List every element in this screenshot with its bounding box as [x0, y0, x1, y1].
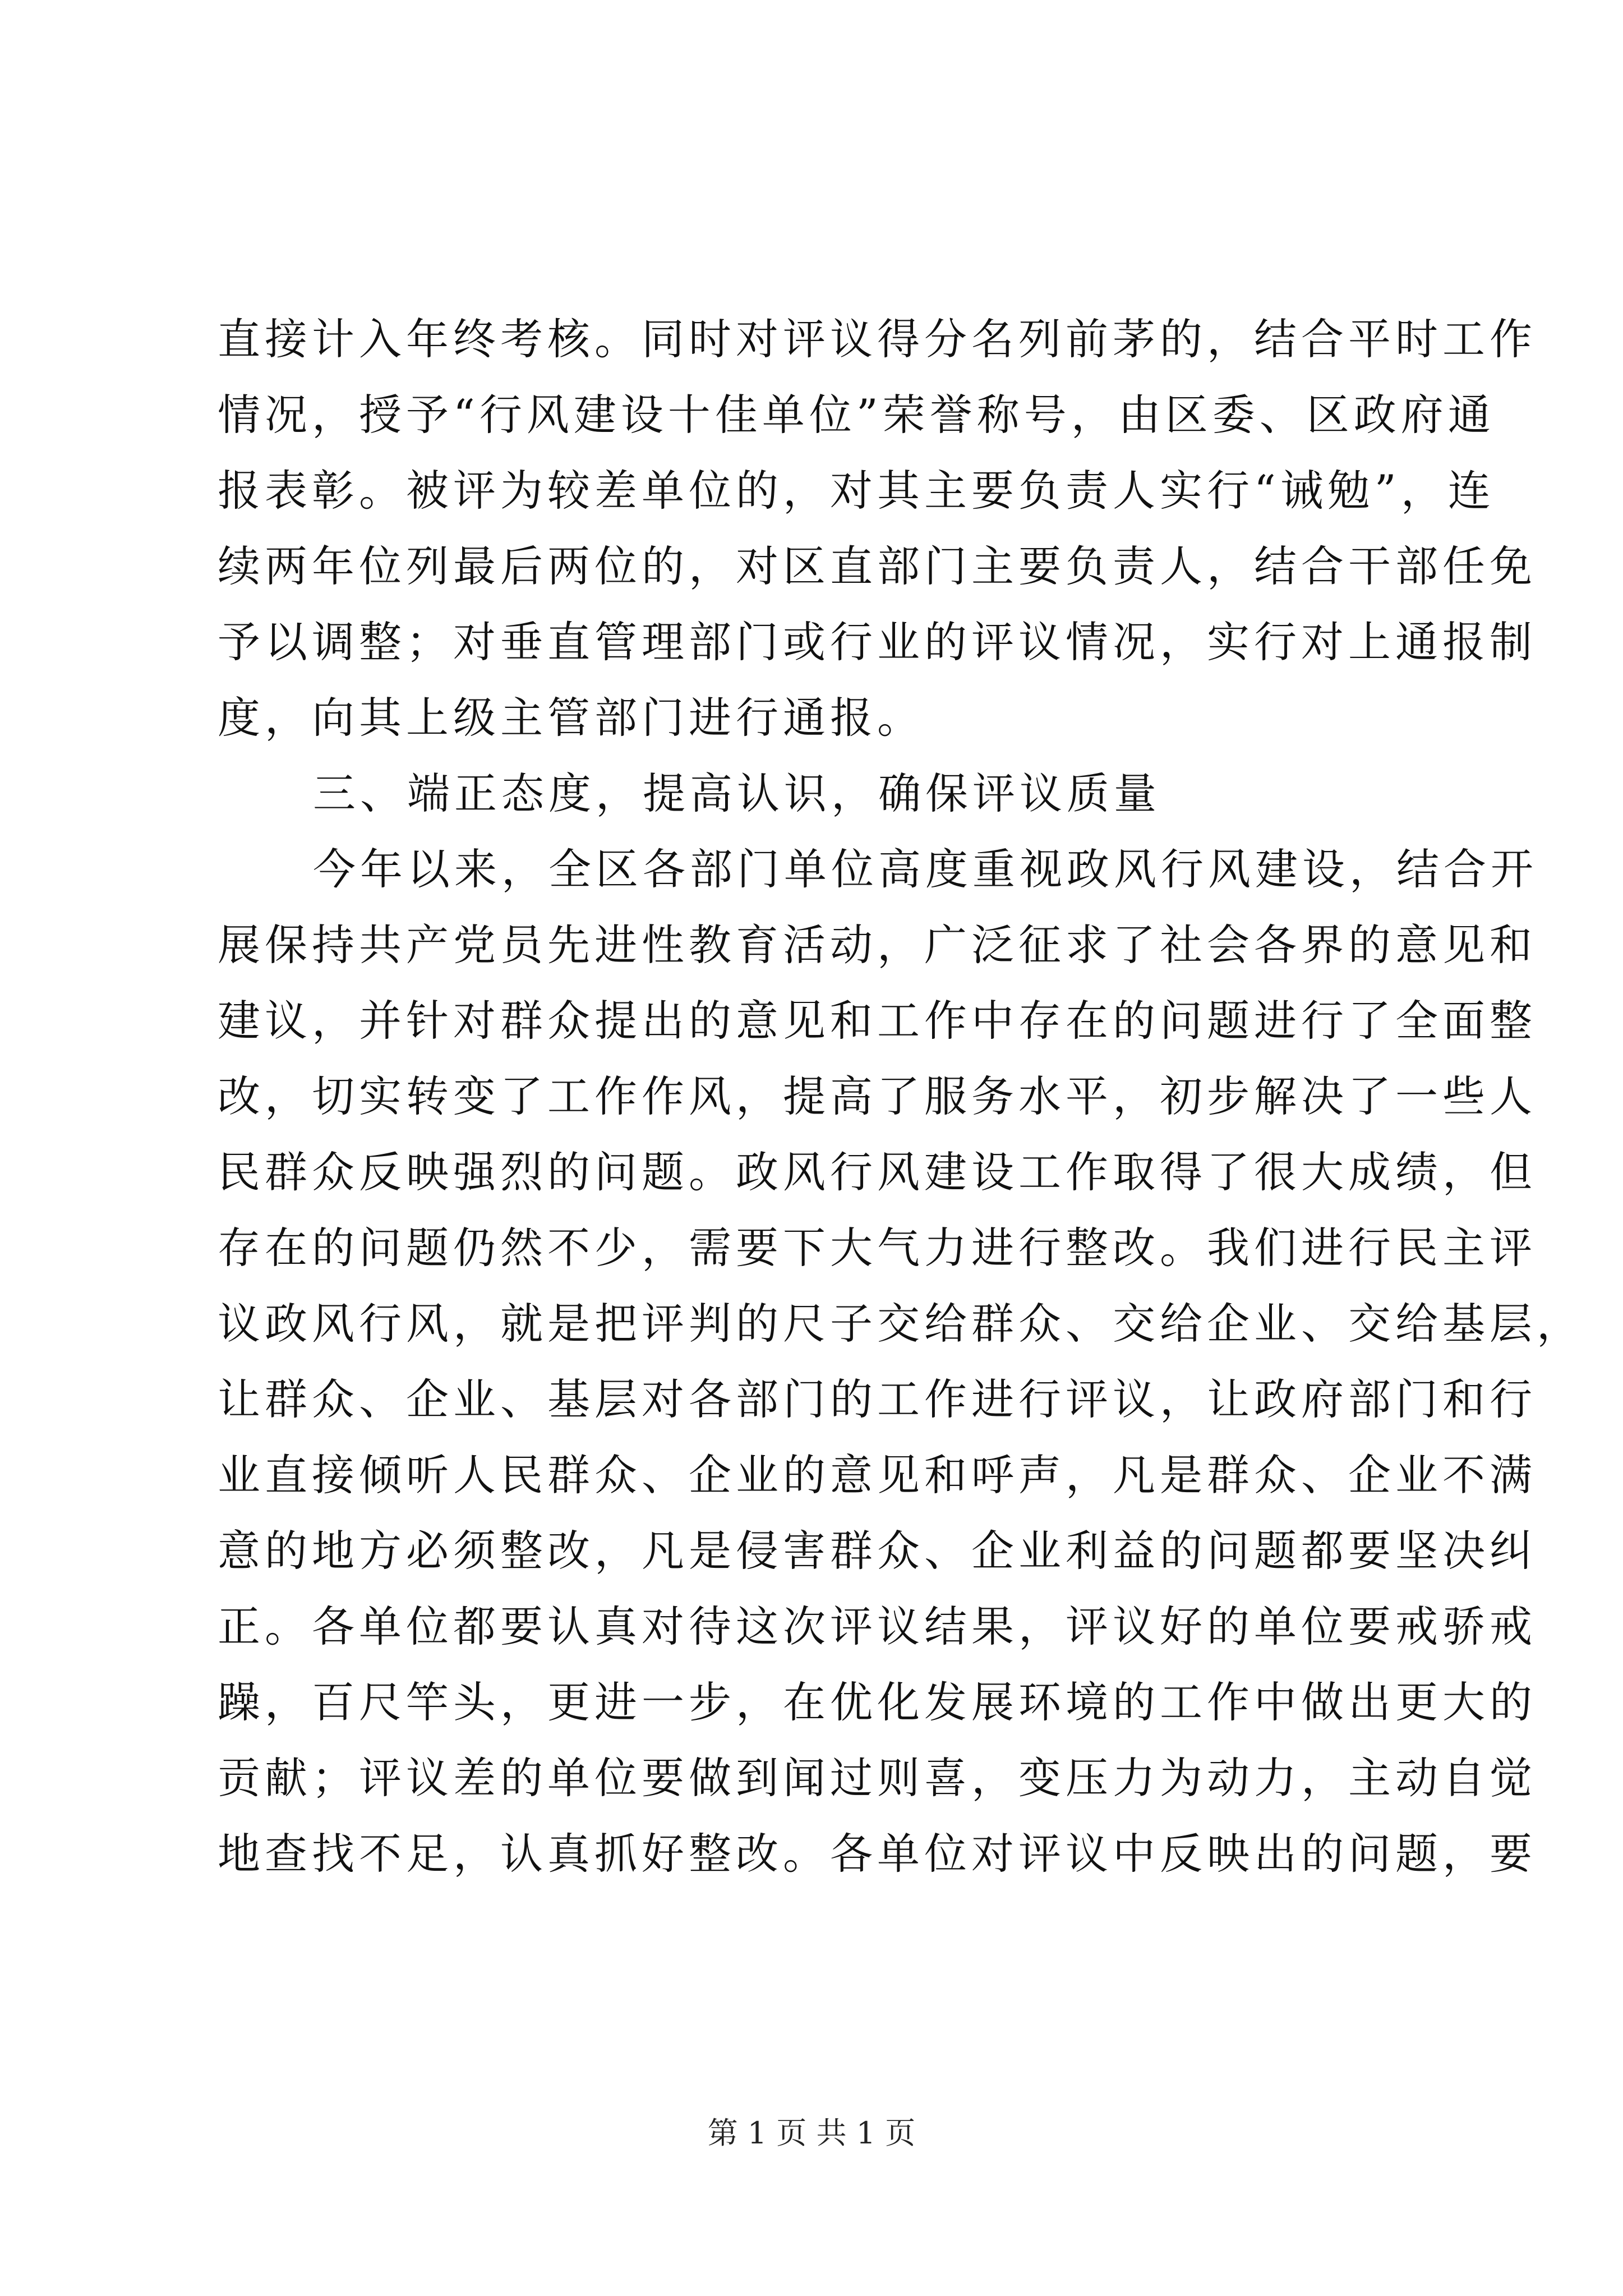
text-line: 民群众反映强烈的问题。政风行风建设工作取得了很大成绩，但: [218, 1147, 1537, 1197]
text-line: 正。各单位都要认真对待这次评议结果，评议好的单位要戒骄戒: [218, 1602, 1537, 1651]
text-line: 情况，授予“行风建设十佳单位”荣誉称号，由区委、区政府通: [218, 390, 1495, 440]
text-line: 展保持共产党员先进性教育活动，广泛征求了社会各界的意见和: [218, 920, 1537, 970]
page-footer: 第 1 页 共 1 页: [707, 2115, 916, 2151]
text-line: 地查找不足，认真抓好整改。各单位对评议中反映出的问题，要: [218, 1829, 1537, 1879]
text-line: 贡献；评议差的单位要做到闻过则喜，变压力为动力，主动自觉: [218, 1753, 1537, 1803]
text-line: 续两年位列最后两位的，对区直部门主要负责人，结合干部任免: [218, 541, 1537, 591]
text-line: 建议，并针对群众提出的意见和工作中存在的问题进行了全面整: [218, 996, 1537, 1046]
text-line: 躁，百尺竿头，更进一步，在优化发展环境的工作中做出更大的: [218, 1677, 1537, 1727]
text-line: 予以调整；对垂直管理部门或行业的评议情况，实行对上通报制: [218, 617, 1537, 667]
text-line: 意的地方必须整改，凡是侵害群众、企业利益的问题都要坚决纠: [218, 1526, 1537, 1576]
text-line: 议政风行风，就是把评判的尺子交给群众、交给企业、交给基层，: [218, 1299, 1584, 1349]
text-line: 报表彰。被评为较差单位的，对其主要负责人实行“诫勉”，连: [218, 466, 1495, 516]
paragraph-first-line: 今年以来，全区各部门单位高度重视政风行风建设，结合开: [313, 844, 1538, 894]
text-line: 改，切实转变了工作作风，提高了服务水平，初步解决了一些人: [218, 1071, 1537, 1121]
text-line: 让群众、企业、基层对各部门的工作进行评议，让政府部门和行: [218, 1374, 1537, 1424]
text-line: 存在的问题仍然不少，需要下大气力进行整改。我们进行民主评: [218, 1223, 1537, 1273]
text-line: 度，向其上级主管部门进行通报。: [218, 693, 924, 743]
text-line: 直接计入年终考核。同时对评议得分名列前茅的，结合平时工作: [218, 314, 1537, 364]
text-line: 业直接倾听人民群众、企业的意见和呼声，凡是群众、企业不满: [218, 1450, 1537, 1500]
section-heading: 三、端正态度，提高认识，确保评议质量: [313, 769, 1161, 818]
